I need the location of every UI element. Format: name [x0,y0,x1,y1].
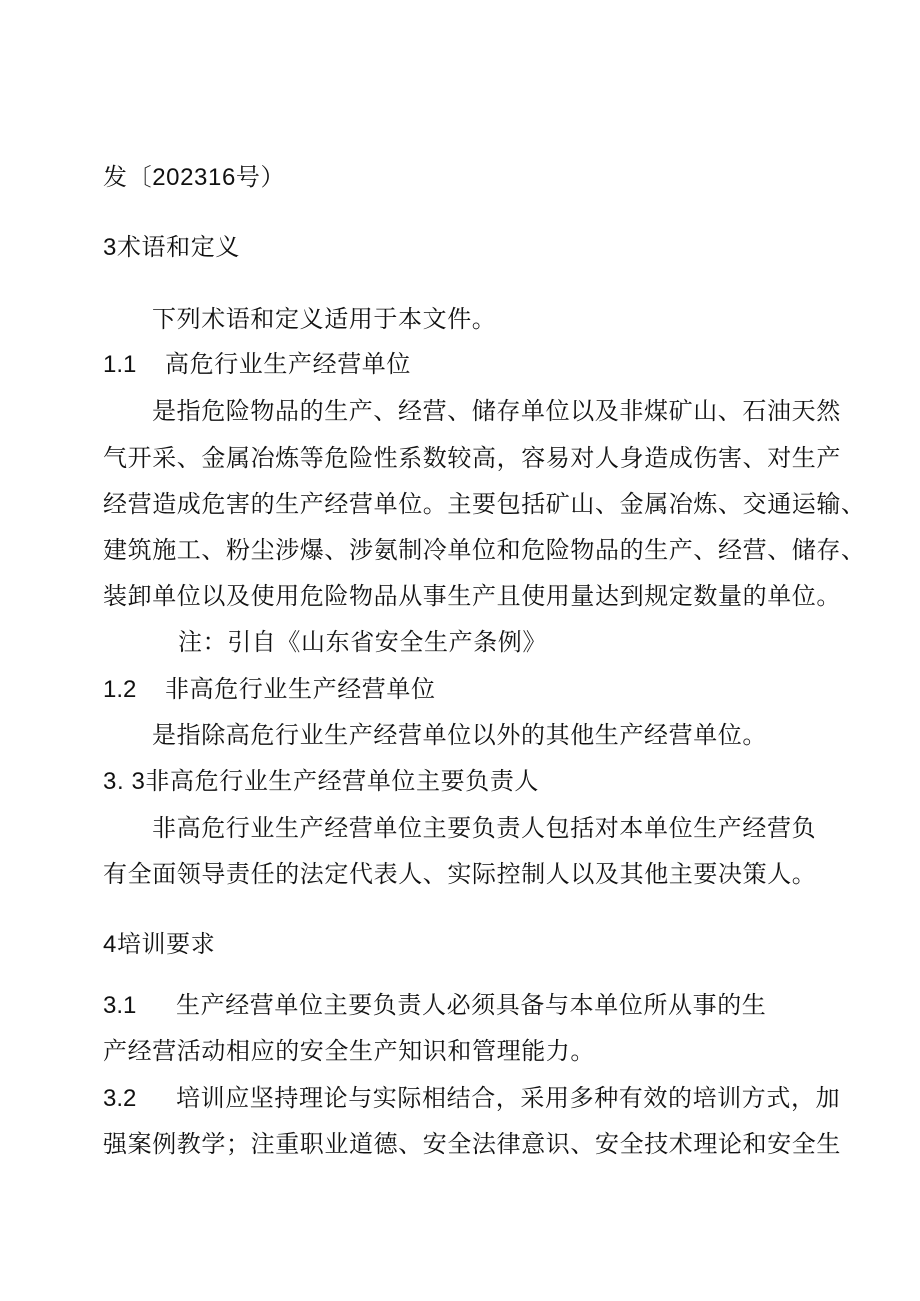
paragraph-line: 是指危险物品的生产、经营、储存单位以及非煤矿山、石油天然 [152,398,841,425]
paragraph-line: 强案例教学；注重职业道德、安全法律意识、安全技术理论和安全生 [103,1131,841,1158]
clause-title: 非高危行业生产经营单位 [165,676,436,703]
paragraph-line: 经营造成危害的生产经营单位。主要包括矿山、金属冶炼、交通运输、 [103,491,866,518]
paragraph-line: 气开采、金属冶炼等危险性系数较高，容易对人身造成伤害、对生产 [103,445,841,472]
note-line: 注：引自《山东省安全生产条例》 [178,629,547,656]
clause-number: 3.2 [103,1085,137,1112]
paragraph-line: 产经营活动相应的安全生产知识和管理能力。 [103,1038,595,1065]
paragraph-line: 下列术语和定义适用于本文件。 [152,306,497,333]
paragraph-line: 培训应坚持理论与实际相结合，采用多种有效的培训方式，加 [176,1085,841,1112]
paragraph-line: 生产经营单位主要负责人必须具备与本单位所从事的生 [176,992,767,1019]
document-number-line: 发〔202316号） [103,164,286,191]
section-heading: 3术语和定义 [103,234,240,261]
clause-number: 1.1 [103,351,137,378]
paragraph-line: 装卸单位以及使用危险物品从事生产且使用量达到规定数量的单位。 [103,583,841,610]
clause-number: 3.1 [103,992,137,1019]
paragraph-line: 建筑施工、粉尘涉爆、涉氨制冷单位和危险物品的生产、经营、储存、 [103,537,866,564]
clause-number: 1.2 [103,676,137,703]
paragraph-line: 非高危行业生产经营单位主要负责人包括对本单位生产经营负 [152,815,817,842]
section-heading: 4培训要求 [103,931,216,958]
clause-title: 3. 3非高危行业生产经营单位主要负责人 [103,768,540,795]
clause-title: 高危行业生产经营单位 [165,351,411,378]
paragraph-line: 是指除高危行业生产经营单位以外的其他生产经营单位。 [152,722,767,749]
paragraph-line: 有全面领导责任的法定代表人、实际控制人以及其他主要决策人。 [103,861,817,888]
